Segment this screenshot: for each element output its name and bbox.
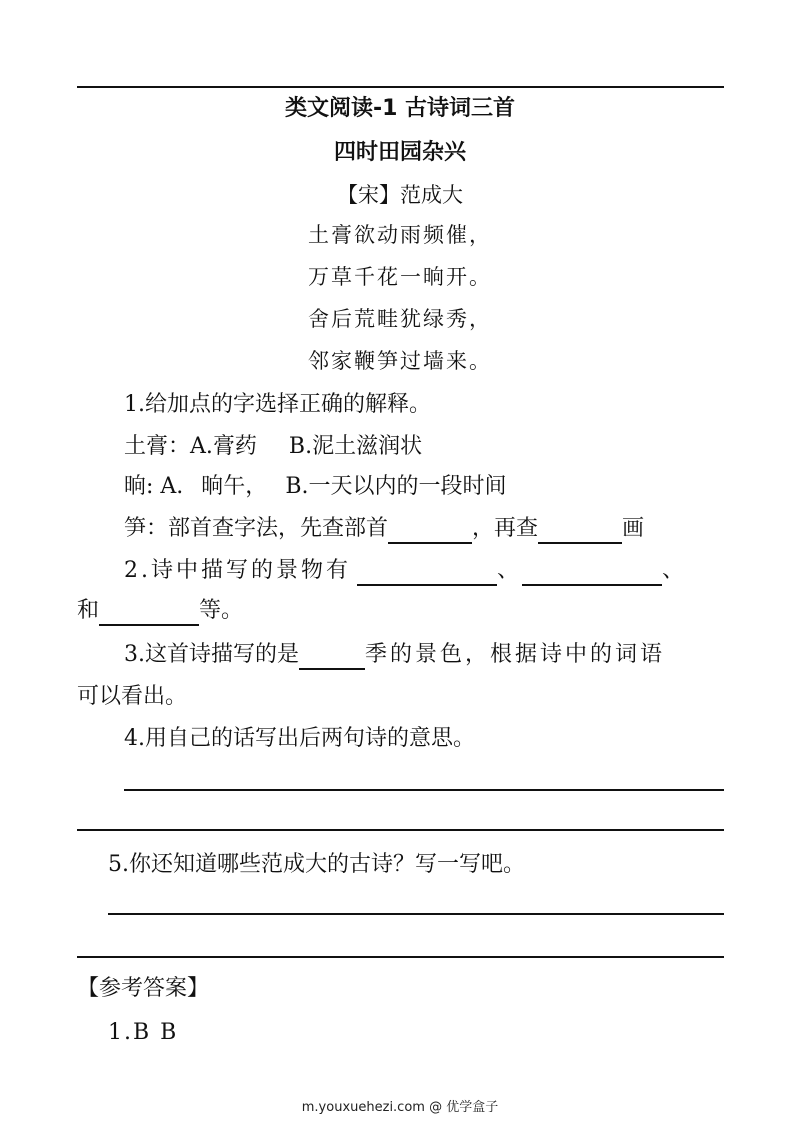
- scenery-blank-1[interactable]: [357, 560, 497, 586]
- separator: 、: [497, 558, 523, 583]
- question-2-prompt: 2.诗中描写的景物有: [124, 558, 351, 583]
- season-blank[interactable]: [299, 644, 365, 670]
- separator: 、: [662, 558, 688, 583]
- question-5-prompt: 5.你还知道哪些范成大的古诗？写一写吧。: [108, 852, 525, 877]
- term-tugao: 土膏：: [124, 434, 191, 459]
- question-1-prompt: 1.给加点的字选择正确的解释。: [124, 392, 431, 417]
- question-4-prompt: 4.用自己的话写出后两句诗的意思。: [124, 726, 475, 751]
- sun-instruction-mid: ，再查: [472, 516, 539, 541]
- question-3-prompt: 3.这首诗描写的是: [124, 642, 299, 667]
- answer-line[interactable]: [108, 913, 724, 915]
- conjunction: 和: [77, 598, 100, 623]
- question-1-line-1: [124, 432, 422, 462]
- page-title: 类文阅读-1 古诗词三首: [284, 96, 516, 121]
- stroke-count-blank[interactable]: [538, 518, 622, 544]
- poem-line: 土膏欲动雨频催，: [308, 223, 492, 247]
- question-1-line-3: [124, 514, 644, 544]
- poem-title: 四时田园杂兴: [333, 140, 466, 165]
- answer-line[interactable]: [124, 789, 724, 791]
- scenery-blank-2[interactable]: [522, 560, 662, 586]
- question-2-line-2: [77, 596, 243, 626]
- sun-instruction: 笋：部首查字法，先查部首: [124, 516, 389, 541]
- question-3-line-1: [124, 640, 665, 670]
- option-a: 晌午，: [201, 474, 268, 499]
- poem-line: 舍后荒畦犹绿秀，: [308, 307, 492, 331]
- question-1-line-2: [124, 472, 506, 502]
- sun-instruction-end: 画: [622, 516, 645, 541]
- poem-line: 邻家鞭笋过墙来。: [308, 349, 492, 373]
- question-3-line-2: 可以看出。: [77, 684, 188, 709]
- option-b: B.泥土滋润状: [288, 434, 423, 459]
- question-3-prompt-cont: 季的景色，根据诗中的词语: [365, 642, 666, 667]
- answer-line[interactable]: [77, 829, 724, 831]
- option-b: B.一天以内的一段时间: [285, 474, 507, 499]
- option-a: A.膏药: [190, 434, 257, 459]
- answer-line-1: 1.B B: [108, 1020, 179, 1045]
- scenery-blank-3[interactable]: [99, 600, 199, 626]
- question-2-end: 等。: [199, 598, 244, 623]
- poem-line: 万草千花一晌开。: [308, 265, 492, 289]
- answer-line[interactable]: [77, 956, 724, 958]
- term-shang: 晌: A.: [124, 474, 184, 499]
- top-rule: [77, 86, 724, 88]
- radical-blank[interactable]: [388, 518, 472, 544]
- question-2-line-1: [124, 556, 687, 586]
- poem-author: 【宋】范成大: [337, 183, 463, 207]
- footer-watermark: m.youxuehezi.com @ 优学盒子: [301, 1100, 499, 1115]
- answers-heading: 【参考答案】: [77, 976, 210, 1001]
